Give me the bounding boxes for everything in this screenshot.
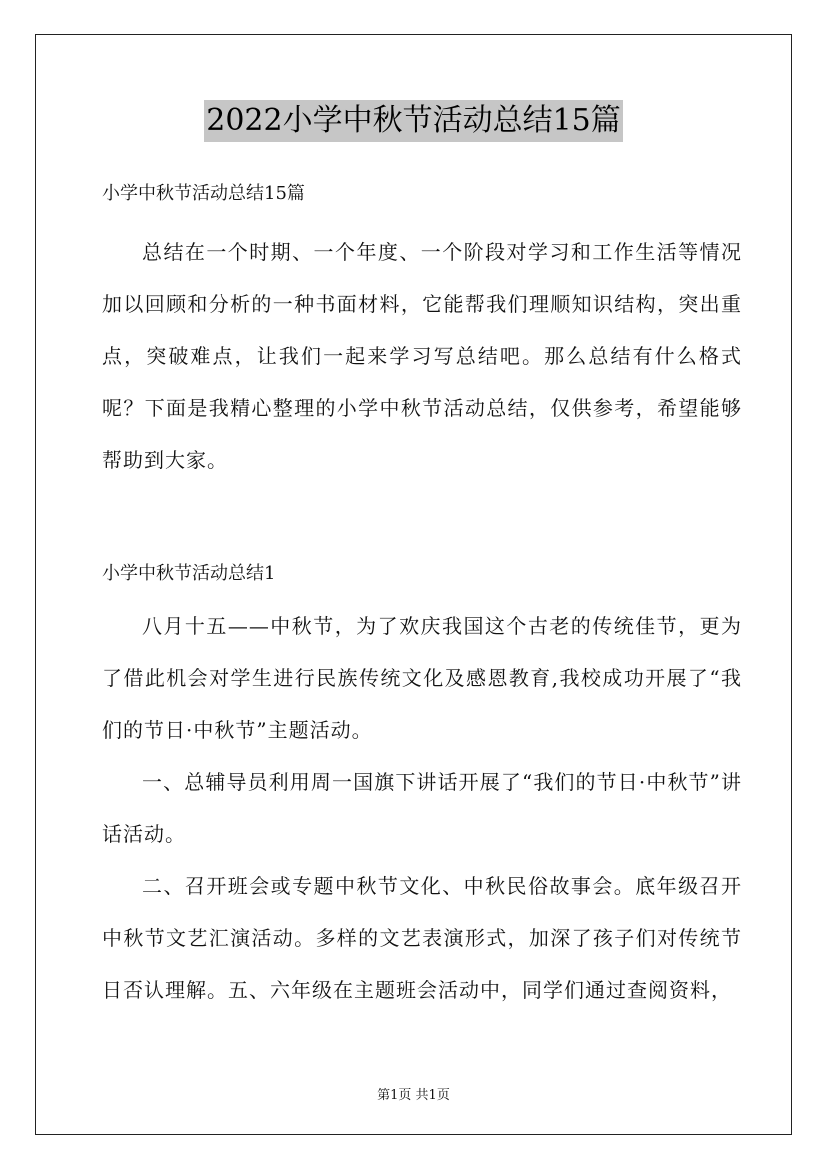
- document-subtitle: 小学中秋节活动总结15篇: [102, 183, 305, 204]
- title-area: [0, 100, 827, 142]
- page-number: 第1页 共1页: [377, 1088, 450, 1103]
- body-paragraph: 八月十五——中秋节，为了欢庆我国这个古老的传统佳节，更为了借此机会对学生进行民族传统文化及感恩教育,我校成功开展了“我们的节日·中秋节”主题活动。: [102, 614, 742, 742]
- intro-paragraph: 总结在一个时期、一个年度、一个阶段对学习和工作生活等情况加以回顾和分析的一种书面材料，它能帮我们理顺知识结构，突出重点，突破难点，让我们一起来学习写总结吧。那么总结有什么格式呢？下面是我精心整理的小学中秋节活动总结，仅供参考，希望能够帮助到大家。: [102, 240, 742, 472]
- document-body: [102, 176, 742, 1016]
- document-title: 2022小学中秋节活动总结15篇: [204, 100, 623, 142]
- body-paragraph: 一、总辅导员利用周一国旗下讲话开展了“我们的节日·中秋节”讲话活动。: [102, 770, 742, 846]
- body-paragraph: 二、召开班会或专题中秋节文化、中秋民俗故事会。底年级召开中秋节文艺汇演活动。多样的文艺表演形式，加深了孩子们对传统节日否认理解。五、六年级在主题班会活动中，同学们通过查阅资料，: [102, 874, 742, 1002]
- section-heading: 小学中秋节活动总结1: [102, 563, 276, 584]
- page-footer: [0, 1084, 827, 1103]
